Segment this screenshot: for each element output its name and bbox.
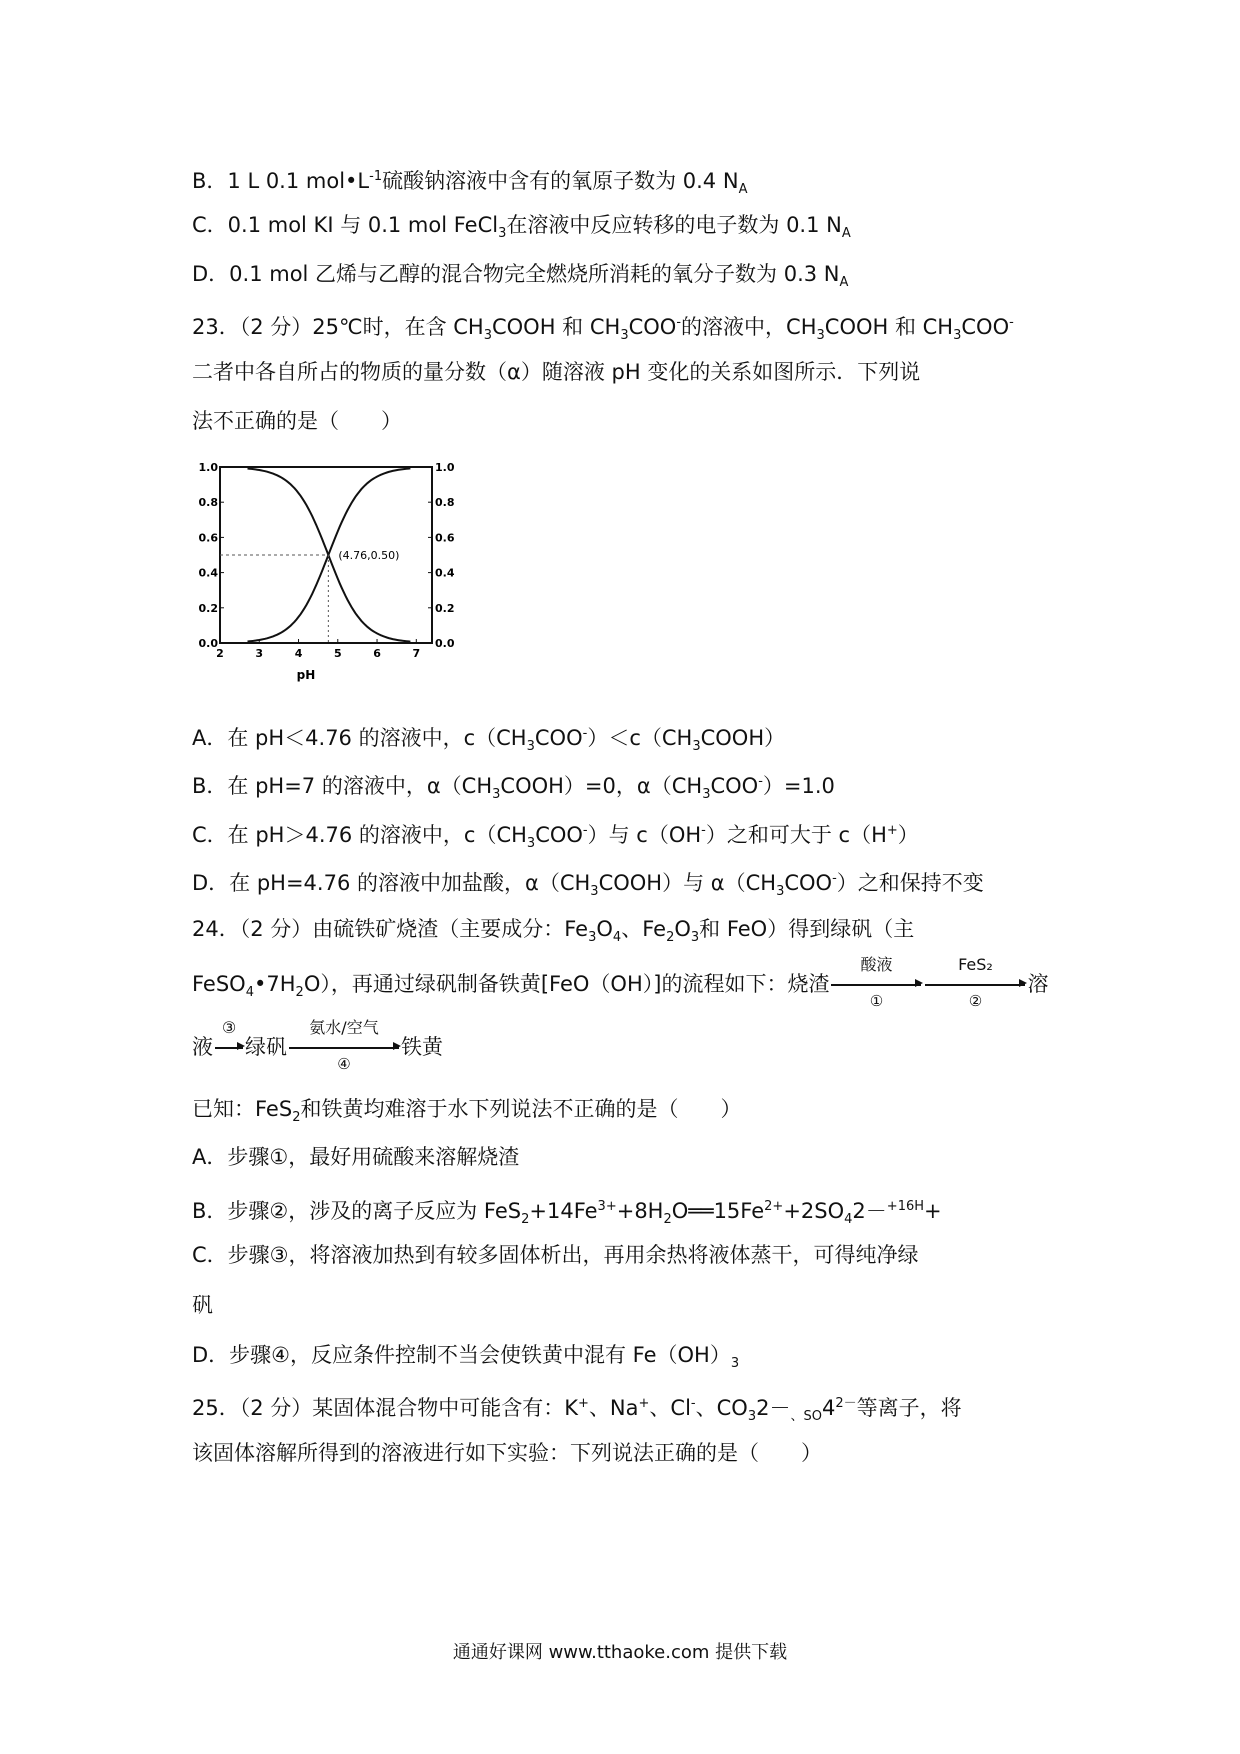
- text-part: 3: [590, 884, 599, 900]
- y-tick-label-left: 0.8: [198, 496, 218, 510]
- text-part: 3: [747, 1409, 757, 1425]
- text-part: 、SO: [790, 1409, 822, 1425]
- q24-option-b: [192, 1192, 942, 1235]
- y-tick-label-left: 0.4: [198, 566, 218, 580]
- arrow-step1: [831, 955, 921, 1010]
- text-part: +2SO: [783, 1199, 845, 1223]
- y-tick-label-right: 0.2: [435, 601, 455, 615]
- text-part: COOH 和 CH: [491, 315, 621, 339]
- text-part: +: [578, 1396, 589, 1411]
- q23-stem-line1: [192, 308, 1014, 351]
- y-tick-label-right: 0.8: [435, 496, 455, 510]
- t: FeS₂: [958, 955, 993, 974]
- x-tick-label: 6: [373, 647, 381, 660]
- t: B．1 L 0.1 mol•L: [192, 169, 370, 193]
- q24-stem-line3: [192, 1018, 443, 1073]
- t: 3: [498, 226, 507, 242]
- text-part: B．在 pH=7 的溶液中，α（CH: [192, 774, 493, 798]
- y-tick-label-left: 0.6: [198, 531, 218, 545]
- text-part: 4: [245, 985, 254, 1001]
- q25-stem-line2: 该固体溶解所得到的溶液进行如下实验：下列说法正确的是（ ）: [192, 1441, 822, 1465]
- q22-option-d: [192, 259, 848, 298]
- t: 溶: [1027, 972, 1049, 996]
- text-part: ）＜c（CH: [587, 726, 693, 750]
- q22-option-b: [192, 162, 747, 205]
- q24-option-c-cont: 矾: [192, 1293, 213, 1317]
- text-part: -: [758, 774, 763, 789]
- text-part: 4: [821, 1396, 836, 1420]
- text-part: COOH）: [700, 726, 786, 750]
- t: 硫酸钠溶液中含有的氧原子数为 0.4 N: [382, 169, 739, 193]
- t: A: [839, 275, 849, 291]
- text-part: +: [638, 1396, 650, 1411]
- text-part: 的溶液中，CH: [681, 315, 817, 339]
- t: 液: [192, 1035, 213, 1059]
- text-part: 23．（2 分）25℃时，在含 CH: [192, 315, 484, 339]
- q24-option-c: C．步骤③，将溶液加热到有较多固体析出，再用余热将液体蒸干，可得纯净绿: [192, 1243, 919, 1267]
- arrow-step4: [289, 1018, 399, 1073]
- t: A: [841, 226, 851, 242]
- text-part: FeSO: [192, 972, 246, 996]
- x-tick-label: 7: [412, 647, 421, 660]
- x-tick-label: 5: [333, 647, 342, 660]
- y-tick-label-right: 0.6: [435, 531, 455, 545]
- text-part: ）与 c（OH: [587, 823, 702, 847]
- q23-option-c: [192, 816, 919, 859]
- text-part: -: [701, 823, 706, 838]
- text-part: +16H: [886, 1199, 925, 1214]
- q24-stem-line1: [192, 914, 914, 953]
- text-part: 4: [612, 930, 622, 946]
- text-part: •7H: [254, 972, 296, 996]
- y-tick-label-right: 0.0: [435, 637, 455, 650]
- text-part: A．在 pH＜4.76 的溶液中，c（CH: [192, 726, 527, 750]
- text-part: COOH 和 CH: [824, 315, 954, 339]
- text-part: 3: [776, 884, 785, 900]
- text-part: 、Fe: [621, 917, 667, 941]
- q24-option-d: [192, 1340, 739, 1379]
- y-tick-label-right: 1.0: [435, 461, 455, 474]
- t: C．0.1 mol KI 与 0.1 mol FeCl: [192, 213, 499, 237]
- q22-option-c: [192, 210, 851, 249]
- text-part: COO: [961, 315, 1010, 339]
- y-tick-label-left: 0.0: [198, 637, 218, 650]
- q23-option-b: [192, 767, 835, 810]
- t: A: [738, 182, 748, 198]
- text-part: 3: [620, 328, 629, 344]
- text-part: 24．（2 分）由硫铁矿烧渣（主要成分：Fe: [192, 917, 589, 941]
- t: 绿矾: [245, 1035, 287, 1059]
- text-part: 3: [492, 787, 501, 803]
- text-part: 3: [953, 328, 962, 344]
- text-part: 3: [692, 739, 701, 755]
- text-part: 2－: [756, 1396, 791, 1420]
- text-part: -: [690, 1396, 696, 1411]
- t: [192, 972, 830, 1001]
- text-part: 2－: [852, 1199, 887, 1223]
- arrow-step2: [925, 955, 1025, 1010]
- q23-option-a: [192, 719, 785, 762]
- text-part: 3: [816, 328, 825, 344]
- t: ②: [968, 992, 983, 1010]
- text-part: 2－: [835, 1396, 857, 1411]
- t: 氨水/空气: [309, 1018, 379, 1037]
- text-part: ）=1.0: [762, 774, 835, 798]
- t: ④: [337, 1055, 351, 1073]
- text-part: 3: [702, 787, 711, 803]
- text-part: 、Na: [588, 1396, 639, 1420]
- text-part: -: [1009, 315, 1014, 330]
- y-tick-label-left: 0.2: [198, 601, 218, 615]
- q25-stem-line1: [192, 1389, 962, 1432]
- text-part: 3: [730, 1356, 740, 1372]
- text-part: 和 FeO）得到绿矾（主: [699, 917, 915, 941]
- text-part: COO: [628, 315, 677, 339]
- text-part: 2: [292, 1110, 301, 1126]
- text-part: COOH）与 α（CH: [598, 871, 777, 895]
- q23-stem-line3: 法不正确的是（ ）: [192, 409, 402, 433]
- text-part: COO: [784, 871, 833, 895]
- q23-option-d: [192, 864, 984, 907]
- text-part: 2: [663, 1212, 672, 1228]
- t: -1: [369, 169, 383, 184]
- text-part: 3: [588, 930, 597, 946]
- t: D．0.1 mol 乙烯与乙醇的混合物完全燃烧所消耗的氧分子数为 0.3 N: [192, 262, 840, 286]
- q24-stem-line2: [192, 955, 1049, 1010]
- text-part: 2: [295, 985, 304, 1001]
- text-part: O），再通过绿矾制备铁黄[FeO（OH）]的流程如下：烧渣: [303, 972, 830, 996]
- q23-stem-line2: 二者中各自所占的物质的量分数（α）随溶液 pH 变化的关系如图所示．下列说: [192, 360, 921, 384]
- x-tick-label: 4: [294, 647, 303, 660]
- text-part: B．步骤②，涉及的离子反应为 FeS: [192, 1199, 522, 1223]
- text-part: -: [832, 871, 837, 886]
- text-part: C．在 pH＞4.76 的溶液中，c（CH: [192, 823, 527, 847]
- t: ①: [869, 992, 884, 1010]
- text-part: O: [674, 917, 691, 941]
- text-part: 等离子，将: [856, 1396, 962, 1420]
- q24-option-a: A．步骤①，最好用硫酸来溶解烧渣: [192, 1145, 520, 1169]
- text-part: +8H: [616, 1199, 664, 1223]
- text-part: D．在 pH=4.76 的溶液中加盐酸，α（CH: [192, 871, 591, 895]
- text-part: O: [596, 917, 613, 941]
- text-part: -: [582, 823, 588, 838]
- text-part: 3: [690, 930, 700, 946]
- text-part: 25．（2 分）某固体混合物中可能含有：K: [192, 1396, 579, 1420]
- text-part: 2: [666, 930, 675, 946]
- text-part: 、CO: [695, 1396, 748, 1420]
- text-part: 、Cl: [649, 1396, 691, 1420]
- text-part: +14Fe: [529, 1199, 598, 1223]
- text-part: 3: [526, 836, 536, 852]
- text-part: ）之和可大于 c（H: [705, 823, 887, 847]
- intersection-label: (4.76,0.50): [338, 549, 400, 562]
- text-part: 3+: [597, 1199, 617, 1214]
- y-tick-label-right: 0.4: [435, 566, 455, 580]
- x-tick-label: 2: [216, 647, 224, 660]
- text-part: 和铁黄均难溶于水下列说法不正确的是（ ）: [300, 1097, 742, 1121]
- text-part: +: [886, 823, 898, 838]
- text-part: COO: [534, 726, 583, 750]
- arrow-step3: [215, 1018, 243, 1049]
- t: 酸液: [860, 955, 893, 974]
- text-part: -: [676, 315, 682, 330]
- text-part: D．步骤④，反应条件控制不当会使铁黄中混有 Fe（OH）: [192, 1343, 731, 1367]
- text-part: +: [924, 1199, 942, 1223]
- text-part: 2+: [764, 1199, 784, 1214]
- text-part: 2: [521, 1212, 530, 1228]
- text-part: COOH）=0，α（CH: [500, 774, 703, 798]
- text-part: ）: [897, 823, 919, 847]
- footer-source: 通通好课网 www.tthaoke.com 提供下载: [452, 1642, 788, 1663]
- alpha-ph-chart: [190, 455, 470, 695]
- y-tick-label-left: 1.0: [198, 461, 218, 474]
- text-part: O══15Fe: [671, 1199, 765, 1223]
- text-part: 3: [526, 739, 535, 755]
- text-part: COO: [710, 774, 759, 798]
- t: 在溶液中反应转移的电子数为 0.1 N: [506, 213, 842, 237]
- text-part: ）之和保持不变: [836, 871, 984, 895]
- text-part: 3: [483, 328, 492, 344]
- text-part: 已知：FeS: [192, 1097, 293, 1121]
- t: ③: [221, 1018, 237, 1037]
- t: 铁黄: [401, 1035, 443, 1059]
- text-part: COO: [535, 823, 583, 847]
- q24-stem-line4: [192, 1094, 741, 1133]
- text-part: 4: [844, 1212, 853, 1228]
- text-part: -: [582, 726, 588, 741]
- x-axis-label: pH: [296, 668, 316, 682]
- x-tick-label: 3: [255, 647, 264, 660]
